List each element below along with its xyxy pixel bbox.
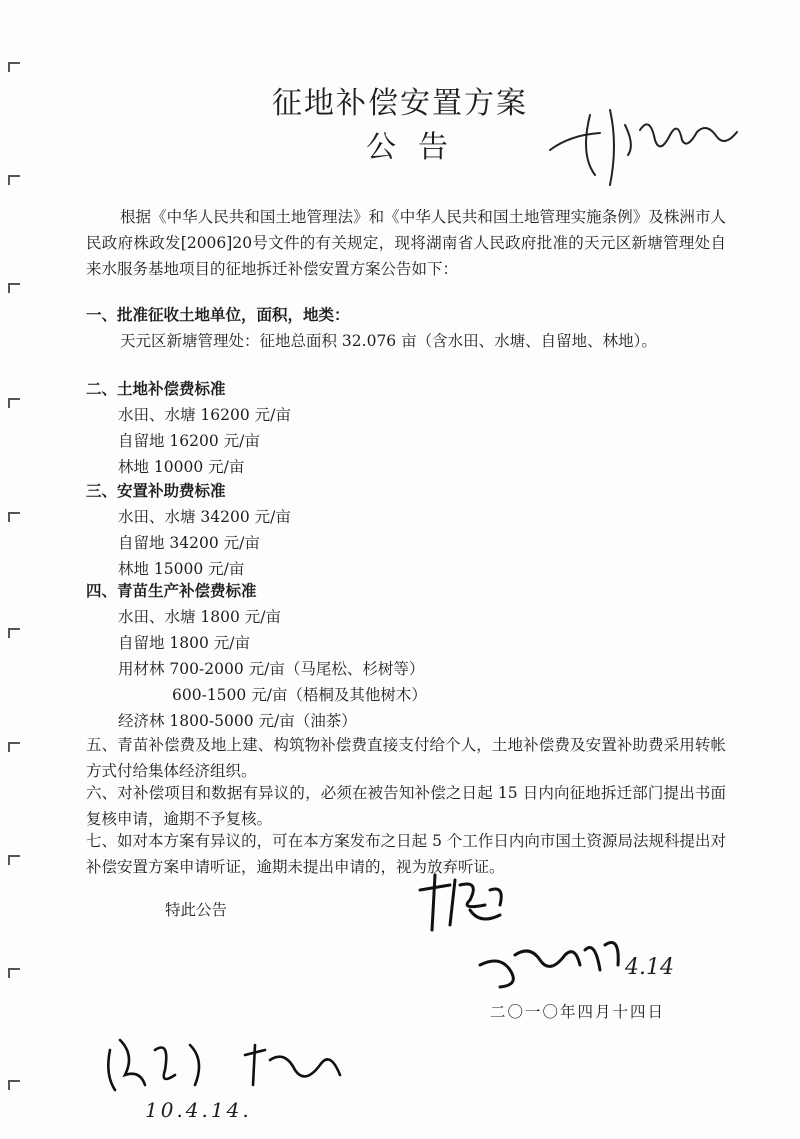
section6-text: 六、对补偿项目和数据有异议的，必须在被告知补偿之日起 15 日内向征地拆迁部门提出书面复核申请，逾期不予复核。: [86, 784, 726, 828]
handwritten-signature-bottom: [95, 1030, 365, 1100]
section4-item: 水田、水塘 1800 元/亩: [118, 608, 282, 626]
section2-item: 自留地 16200 元/亩: [118, 432, 260, 450]
section5-text: 五、青苗补偿费及地上建、构筑物补偿费直接支付给个人，土地补偿费及安置补助费采用转帐方式付给集体经济组织。: [86, 736, 726, 780]
binder-hole-mark: [8, 398, 20, 408]
handwritten-signature-top: [540, 95, 770, 190]
section3-item: 水田、水塘 34200 元/亩: [118, 508, 291, 526]
section2-item: 水田、水塘 16200 元/亩: [118, 406, 291, 424]
binder-hole-mark: [8, 742, 20, 752]
section3-heading: 三、安置补助费标准: [86, 482, 226, 500]
binder-hole-mark: [8, 62, 20, 72]
handwritten-signature-lower: [470, 925, 630, 995]
binder-hole-mark: [8, 512, 20, 522]
binder-hole-mark: [8, 283, 20, 293]
binder-hole-mark: [8, 1080, 20, 1090]
section3-item: 林地 15000 元/亩: [118, 560, 245, 578]
binder-hole-mark: [8, 175, 20, 185]
closing-text: 特此公告: [165, 901, 228, 919]
handwritten-date-middle: 4.14: [625, 955, 674, 980]
intro-paragraph: 根据《中华人民共和国土地管理法》和《中华人民共和国土地管理实施条例》及株洲市人民政府株政发[2006]20号文件的有关规定，现将湖南省人民政府批准的天元区新塘管理处自来水服务基地项目的征地拆迁补偿安置方案公告如下：: [86, 208, 726, 278]
section4-item: 600-1500 元/亩（梧桐及其他树木）: [172, 686, 427, 704]
document-title: 征地补偿安置方案: [272, 86, 528, 121]
binder-hole-mark: [8, 855, 20, 865]
document-subtitle: 公告: [366, 130, 470, 165]
section2-item: 林地 10000 元/亩: [118, 458, 245, 476]
section4-heading: 四、青苗生产补偿费标准: [86, 582, 257, 600]
section2-heading: 二、土地补偿费标准: [86, 380, 226, 398]
binder-hole-mark: [8, 968, 20, 978]
section1-text: 天元区新塘管理处：征地总面积 32.076 亩（含水田、水塘、自留地、林地）。: [120, 332, 657, 350]
document-date: 二〇一〇年四月十四日: [490, 1003, 666, 1021]
section4-item: 用材林 700-2000 元/亩（马尾松、杉树等）: [118, 660, 425, 678]
section4-item: 自留地 1800 元/亩: [118, 634, 251, 652]
section4-item: 经济林 1800-5000 元/亩（油茶）: [118, 712, 357, 730]
binder-hole-mark: [8, 628, 20, 638]
section7-text: 七、如对本方案有异议的，可在本方案发布之日起 5 个工作日内向市国土资源局法规科提出对补偿安置方案申请听证，逾期未提出申请的，视为放弃听证。: [86, 832, 726, 876]
handwritten-date-bottom: 10.4.14.: [145, 1098, 252, 1122]
section1-heading: 一、批准征收土地单位，面积，地类：: [86, 306, 350, 324]
section3-item: 自留地 34200 元/亩: [118, 534, 260, 552]
